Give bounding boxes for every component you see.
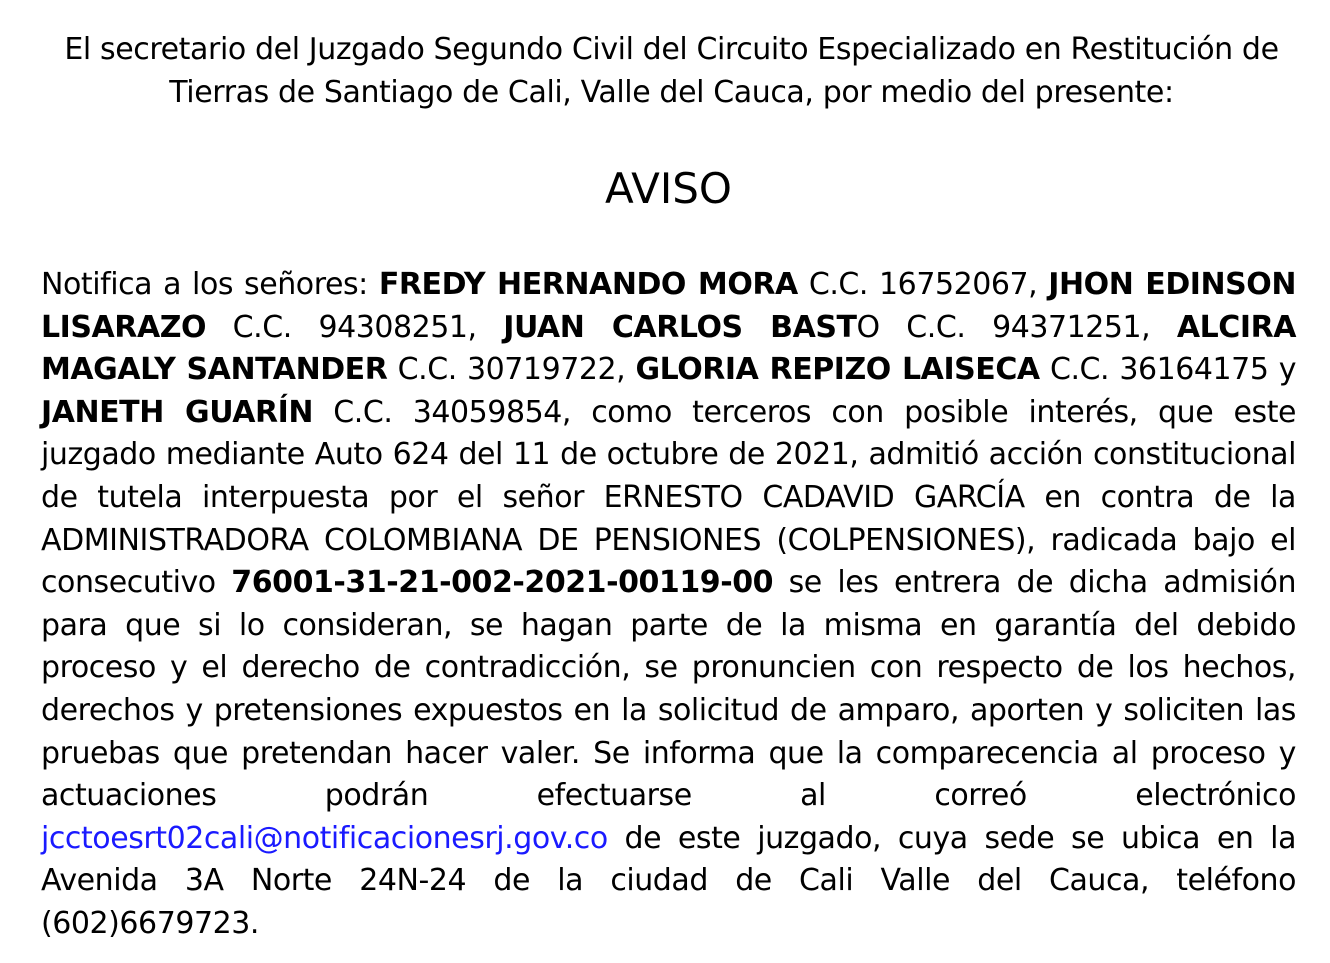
paragraph-text: C.C. 16752067,	[797, 267, 1049, 302]
notice-paragraph	[41, 264, 1296, 946]
document-title: AVISO	[605, 164, 732, 213]
intro-statement: El secretario del Juzgado Segundo Civil del Circuito Especializado en Restitución de Tierras de Santiago de Cali, Valle del Cauca, por medio del presente:	[64, 32, 1279, 110]
person-name: FREDY HERNANDO MORA	[378, 267, 798, 302]
person-name: JANETH GUARÍN	[41, 394, 314, 430]
person-name: ALCIRA MAGALY SANTANDER	[41, 309, 1296, 388]
email-link[interactable]: jcctoesrt02cali@notificacionesrj.gov.co	[41, 820, 608, 856]
person-name: JUAN CARLOS BAST	[503, 309, 857, 345]
paragraph-text: O C.C. 94371251,	[856, 309, 1177, 345]
person-name: JHON EDINSON LISARAZO	[41, 267, 1297, 345]
paragraph-text: C.C. 34059854, como terceros con posible interés, que este juzgado mediante Auto 624 del 11 de octubre de 2021, admitió acción constitucional de tutela interpuesta por el señor ERNESTO CADAVID GARCÍA en contra de la ADMINISTRADORA COLOMBIANA DE PENSIONES (COLPENSIONES), radicada bajo el consecutivo	[41, 394, 1297, 601]
person-name: GLORIA REPIZO LAISECA	[635, 352, 1040, 388]
paragraph-text: C.C. 36164175 y	[1039, 352, 1296, 388]
paragraph-text: C.C. 30719722,	[387, 352, 636, 388]
paragraph-text: se les entrera de dicha admisión para que si lo consideran, se hagan parte de la misma en garantía del debido proceso y el derecho de contradicción, se pronuncien con respecto de los hechos, derechos y pretensiones expuestos en la solicitud de amparo, aporten y soliciten las pruebas que pretendan hacer valer. Se informa que la comparecencia al proceso y actuaciones podrán efectuarse al correó electrónico	[41, 565, 1297, 814]
paragraph-text: Notifica a los señores:	[41, 267, 379, 302]
paragraph-text: C.C. 94308251,	[206, 309, 504, 345]
case-number: 76001-31-21-002-2021-00119-00	[231, 565, 774, 601]
paragraph-text: de este juzgado, cuya sede se ubica en la Avenida 3A Norte 24N-24 de la ciudad de Cali Valle del Cauca, teléfono (602)6679723.	[41, 820, 1296, 941]
